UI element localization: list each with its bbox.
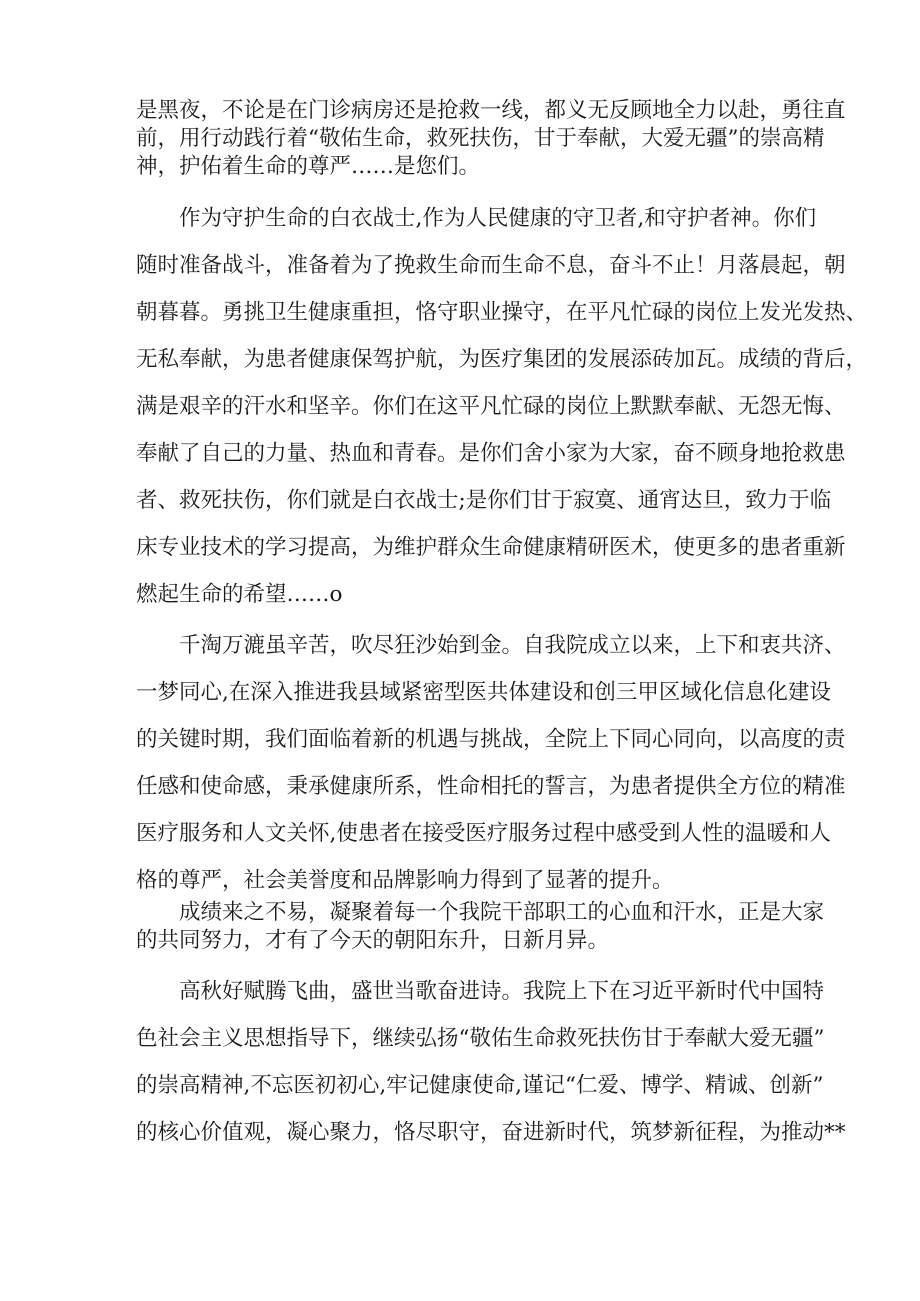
text-line: 的崇高精神,不忘医初初心,牢记健康使命,谨记“仁爱、博学、精诚、创新” xyxy=(136,1073,824,1098)
text-line: 燃起生命的希望……o xyxy=(136,582,343,607)
text-line: 的共同努力，才有了今天的朝阳东升，日新月异。 xyxy=(136,928,610,953)
paragraph-3 xyxy=(136,622,846,904)
text-line: 者、救死扶伤，你们就是白衣战士;是你们甘于寂寞、通宵达旦，致力于临 xyxy=(136,488,832,513)
text-line: 无私奉献，为患者健康保驾护航，为医疗集团的发展添砖加瓦。成绩的背后， xyxy=(136,347,868,372)
paragraph-5 xyxy=(136,968,846,1156)
text-line: 神，护佑着生命的尊严……是您们。 xyxy=(136,154,481,179)
text-line: 满是艰辛的汗水和坚辛。你们在这平凡忙碌的岗位上默默奉献、无怨无悔、 xyxy=(136,394,846,419)
text-line: 的关键时期，我们面临着新的机遇与挑战，全院上下同心同向，以高度的责 xyxy=(136,727,846,752)
text-line: 格的尊严，社会美誉度和品牌影响力得到了显著的提升。 xyxy=(136,868,674,893)
text-line: 高秋好赋腾飞曲，盛世当歌奋进诗。我院上下在习近平新时代中国特 xyxy=(136,979,825,1004)
paragraph-2 xyxy=(136,195,868,618)
text-line: 千淘万漉虽辛苦，吹尽狂沙始到金。自我院成立以来，上下和衷共济、 xyxy=(136,633,846,658)
text-line: 成绩来之不易，凝聚着每一个我院干部职工的心血和汗水，正是大家 xyxy=(136,900,825,925)
text-line: 任感和使命感，秉承健康所系，性命相托的誓言，为患者提供全方位的精准 xyxy=(136,774,846,799)
text-line: 奉献了自己的力量、热血和青春。是你们舍小家为大家，奋不顾身地抢救患 xyxy=(136,441,846,466)
text-line: 随时准备战斗，准备着为了挽救生命而生命不息，奋斗不止！月落晨起，朝 xyxy=(136,253,846,278)
text-line: 床专业技术的学习提高，为维护群众生命健康精研医术，使更多的患者重新 xyxy=(136,535,846,560)
paragraph-4 xyxy=(136,899,825,955)
text-line: 一梦同心,在深入推进我县域紧密型医共体建设和创三甲区域化信息化建设 xyxy=(136,680,831,705)
text-line: 朝暮暮。勇挑卫生健康重担，恪守职业操守，在平凡忙碌的岗位上发光发热、 xyxy=(136,300,868,325)
text-line: 的核心价值观，凝心聚力，恪尽职守，奋进新时代，筑梦新征程，为推动** xyxy=(136,1120,846,1145)
text-line: 色社会主义思想指导下，继续弘扬“敬佑生命救死扶伤甘于奉献大爱无疆” xyxy=(136,1026,825,1051)
paragraph-1 xyxy=(136,97,846,181)
text-line: 医疗服务和人文关怀,使患者在接受医疗服务过程中感受到人性的温暖和人 xyxy=(136,821,831,846)
text-line: 作为守护生命的白衣战士,作为人民健康的守卫者,和守护者神。你们 xyxy=(136,206,817,231)
text-line: 前，用行动践行着“敬佑生命，救死扶伤，甘于奉献，大爱无疆”的崇高精 xyxy=(136,126,825,151)
text-line: 是黑夜，不论是在门诊病房还是抢救一线，都义无反顾地全力以赴，勇往直 xyxy=(136,98,846,123)
